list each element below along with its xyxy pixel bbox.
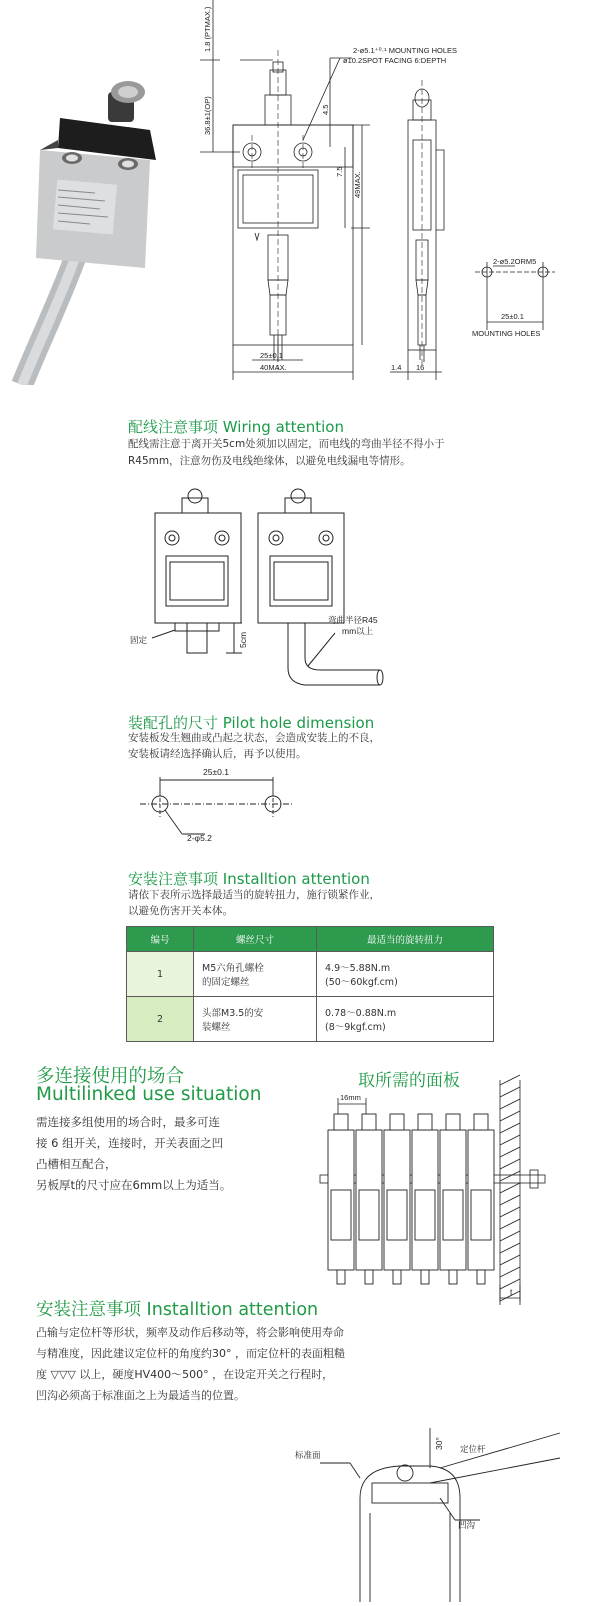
dimension-drawing xyxy=(180,0,600,385)
mh-label: MOUNTING HOLES xyxy=(472,329,541,338)
table-row xyxy=(127,997,494,1042)
row-no: 2 xyxy=(127,997,194,1042)
dim-7-5: 7.5 xyxy=(335,166,344,177)
mh-25: 25±0.1 xyxy=(501,312,524,321)
wiring-diagram xyxy=(130,478,420,703)
row-torque: 0.78～0.88N.m (8～9kgf.cm) xyxy=(317,997,494,1042)
bend-label-2: mm以上 xyxy=(342,626,374,636)
pilot-line1: 安装板发生翘曲或凸起之状态，会造成安装上的不良， xyxy=(128,732,380,744)
multi-diagram xyxy=(300,1070,600,1310)
pitch-label: 16mm xyxy=(340,1093,361,1102)
torque-table xyxy=(126,926,494,1042)
multi-text: 需连接多组使用的场合时，最多可连 接 6 组开关，连接时，开关表面之凹 凸槽相互配合， 另板厚t的尺寸应在6mm以上为适当。 xyxy=(36,1115,232,1192)
dim-4-5: 4.5 xyxy=(321,104,330,115)
lever-label: 定位杆 xyxy=(460,1444,486,1454)
header-torque: 最适当的旋转扭力 xyxy=(317,927,494,952)
thickness-label: t xyxy=(510,1287,513,1297)
wiring-title: 配线注意事项 Wiring attention xyxy=(128,418,344,436)
dim-49max: 49MAX. xyxy=(353,171,362,198)
row-no: 1 xyxy=(127,952,194,997)
row-torque: 4.9～5.88N.m (50～60kgf.cm) xyxy=(317,952,494,997)
header-screw: 螺丝尺寸 xyxy=(194,927,317,952)
install2-title: 安装注意事项 Installtion attention xyxy=(36,1300,319,1320)
product-photo xyxy=(0,0,175,385)
std-label: 标准面 xyxy=(295,1450,321,1460)
pilot-line2: 安装板请经选择确认后，再予以使用。 xyxy=(128,748,307,760)
pilot-holes: 2-φ5.2 xyxy=(187,833,212,843)
mounting-note-1: 2-ø5.1⁺⁰·¹ MOUNTING HOLES xyxy=(353,46,458,55)
rm5-label: 2-ø5.2ORM5 xyxy=(493,257,537,266)
fix-label: 固定 xyxy=(130,635,148,645)
dim-25: 25±0.1 xyxy=(260,351,283,360)
op-label: 36.8±1(OP) xyxy=(203,96,212,135)
pt-max-label: 1.8 (PTMAX.) xyxy=(203,6,212,52)
install1-title: 安装注意事项 Installtion attention xyxy=(128,870,370,888)
header-no: 编号 xyxy=(127,927,194,952)
install2-text: 凸输与定位杆等形状，频率及动作后移动等，将会影响使用寿命 与精准度，因此建议定位杆的角度约30° ，而定位杆的表面粗糙 度 ▽▽▽ 以上，硬度HV400～500° ，在设定开关之行程时， 凹沟必须高于标准面之上为最适当的位置。 xyxy=(36,1326,345,1402)
mounting-note-2: ø10.2SPOT FACING 6:DEPTH xyxy=(343,56,447,65)
install1-line2: 以避免伤害开关本体。 xyxy=(128,905,233,917)
row-screw: 头部M3.5的安 装螺丝 xyxy=(194,997,317,1042)
bend-label-1: 弯曲半径R45 xyxy=(328,615,378,625)
multi-title-cn: 多连接使用的场合 xyxy=(36,1066,185,1087)
multi-title-en: Multilinked use situation xyxy=(36,1084,262,1105)
row-screw: M5六角孔螺栓 的固定螺丝 xyxy=(194,952,317,997)
pilot-title: 装配孔的尺寸 Pilot hole dimension xyxy=(128,714,375,732)
wiring-text: 配线需注意于离开关5cm处须加以固定，而电线的弯曲半径不得小于R45mm，注意勿伤及电线绝缘体，以避免电线漏电等情形。 xyxy=(128,438,445,467)
table-header-row xyxy=(127,927,494,952)
groove-label: 凹沟 xyxy=(458,1520,476,1530)
install1-line1: 请依下表所示选择最适当的旋转扭力，施行锁紧作业， xyxy=(128,889,380,901)
dim-40max: 40MAX. xyxy=(260,363,287,372)
5cm-label: 5cm xyxy=(238,631,248,648)
pilot-diagram xyxy=(135,762,305,847)
pilot-dim: 25±0.1 xyxy=(203,767,229,777)
lever-diagram xyxy=(290,1428,600,1602)
dim-16: 16 xyxy=(416,363,425,372)
table-row xyxy=(127,952,494,997)
angle-label: 30° xyxy=(434,1437,444,1450)
panel-title: 取所需的面板 xyxy=(358,1071,460,1091)
dim-1-4: 1.4 xyxy=(391,363,402,372)
